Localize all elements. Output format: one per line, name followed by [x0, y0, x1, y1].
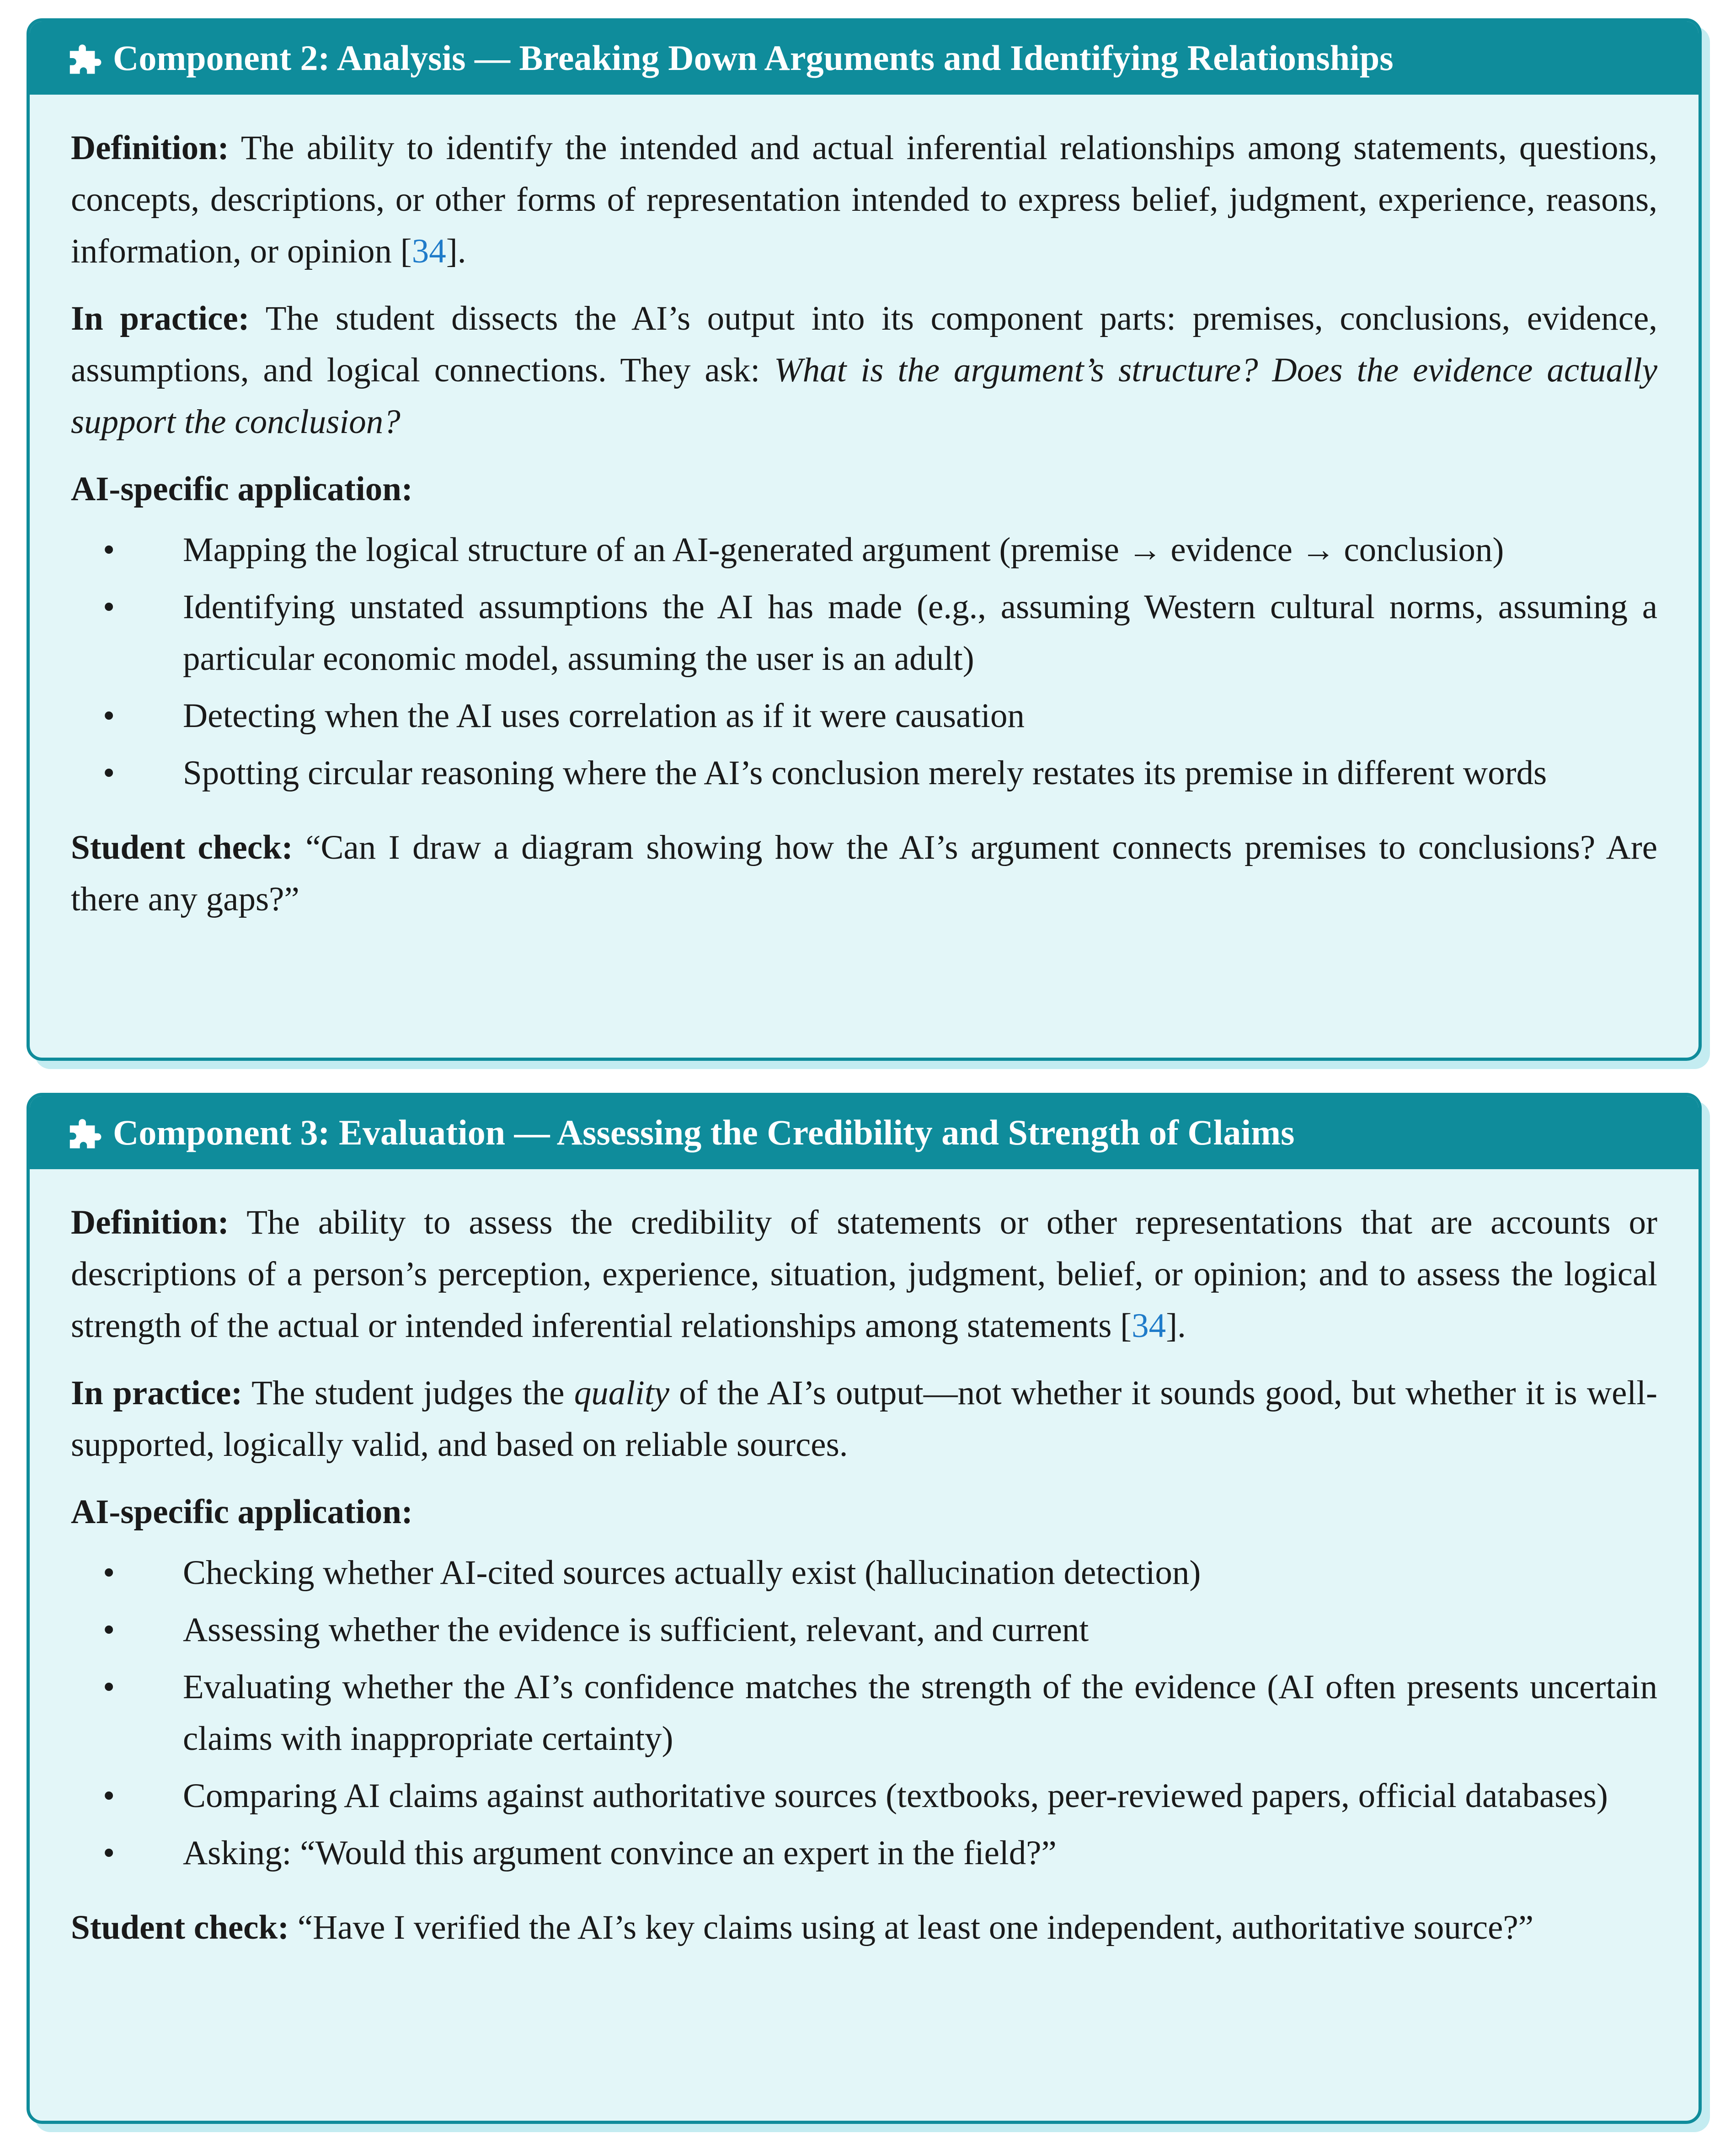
- list-item: [71, 524, 1657, 576]
- list-item: [71, 747, 1657, 799]
- puzzle-piece-icon: [66, 40, 102, 76]
- bullet-icon: •: [103, 1777, 115, 1815]
- student-check-text: “Have I verified the AI’s key claims using at least one independent, authoritative source?”: [297, 1909, 1534, 1946]
- app-heading: AI-specific application:: [71, 1493, 413, 1531]
- list-item: [71, 1661, 1657, 1765]
- list-item-text: Comparing AI claims against authoritative sources (textbooks, peer-reviewed papers, official databases): [183, 1777, 1608, 1815]
- bullet-icon: •: [103, 1668, 115, 1706]
- list-item-text: Spotting circular reasoning where the AI’s conclusion merely restates its premise in different words: [183, 754, 1547, 792]
- practice-paragraph: [71, 293, 1657, 448]
- list-item-text: Checking whether AI-cited sources actually exist (hallucination detection): [183, 1554, 1201, 1592]
- definition-label: Definition:: [71, 1203, 229, 1241]
- practice-italic: quality: [574, 1374, 670, 1412]
- student-check-label: Student check:: [71, 829, 293, 866]
- list-item: [71, 1604, 1657, 1656]
- list-item-text: Evaluating whether the AI’s confidence matches the strength of the evidence (AI often presents uncertain claims with inappropriate certainty): [183, 1668, 1657, 1758]
- definition-paragraph: [71, 122, 1657, 277]
- list-item: [71, 1770, 1657, 1822]
- bullet-icon: •: [103, 697, 115, 735]
- application-list: [71, 1547, 1657, 1879]
- definition-label: Definition:: [71, 129, 229, 167]
- student-check-paragraph: [71, 1902, 1657, 1953]
- definition-end: ].: [1166, 1307, 1186, 1345]
- definition-paragraph: [71, 1197, 1657, 1352]
- bullet-icon: •: [103, 754, 115, 792]
- list-item-text: Mapping the logical structure of an AI-generated argument (premise → evidence → conclusion): [183, 531, 1504, 569]
- bullet-icon: •: [103, 1834, 115, 1872]
- bullet-icon: •: [103, 1554, 115, 1592]
- component-3-body: [30, 1169, 1699, 1953]
- definition-end: ].: [446, 232, 466, 270]
- citation-link[interactable]: 34: [411, 232, 446, 270]
- list-item: [71, 581, 1657, 684]
- practice-paragraph: [71, 1367, 1657, 1471]
- list-item-text: Assessing whether the evidence is sufficient, relevant, and current: [183, 1611, 1089, 1649]
- puzzle-piece-icon: [66, 1115, 102, 1150]
- list-item: [71, 1827, 1657, 1879]
- component-3-header: [30, 1096, 1699, 1169]
- component-2-header: [30, 21, 1699, 95]
- bullet-icon: •: [103, 588, 115, 626]
- list-item: [71, 690, 1657, 742]
- practice-text: The student dissects the AI’s output into its component parts: premises, conclusions, evidence, assumptions, and logical connections. They ask:: [71, 299, 1657, 389]
- app-heading: AI-specific application:: [71, 470, 413, 508]
- practice-text: The student judges the: [251, 1374, 574, 1412]
- application-list: [71, 524, 1657, 799]
- bullet-icon: •: [103, 531, 115, 569]
- component-2-title: Component 2: Analysis — Breaking Down Arguments and Identifying Relationships: [113, 38, 1394, 78]
- list-item-text: Asking: “Would this argument convince an expert in the field?”: [183, 1834, 1057, 1872]
- list-item: [71, 1547, 1657, 1599]
- list-item-text: Identifying unstated assumptions the AI has made (e.g., assuming Western cultural norms, assuming a particular economic model, assuming the user is an adult): [183, 588, 1657, 678]
- bullet-icon: •: [103, 1611, 115, 1649]
- practice-label: In practice:: [71, 1374, 243, 1412]
- student-check-label: Student check:: [71, 1909, 289, 1946]
- practice-end: of the AI’s output—not whether it sounds good, but whether it is well-supported, logically valid, and based on reliable sources.: [71, 1374, 1658, 1464]
- definition-text: The ability to assess the credibility of statements or other representations that are accounts or descriptions of a person’s perception, experience, situation, judgment, belief, or opinion; and to assess the logical strength of the actual or intended inferential relationships among statements [: [71, 1203, 1657, 1345]
- practice-italic: What is the argument’s structure? Does the evidence actually support the conclusion?: [71, 351, 1657, 441]
- component-3-box: [27, 1093, 1702, 2124]
- component-2-body: [30, 95, 1699, 925]
- definition-text: The ability to identify the intended and actual inferential relationships among statements, questions, concepts, descriptions, or other forms of representation intended to express belief, judgment, experience, reasons, information, or opinion [: [71, 129, 1657, 270]
- component-3-title: Component 3: Evaluation — Assessing the Credibility and Strength of Claims: [113, 1112, 1295, 1152]
- list-item-text: Detecting when the AI uses correlation as if it were causation: [183, 697, 1025, 735]
- student-check-text: “Can I draw a diagram showing how the AI’s argument connects premises to conclusions? Are there any gaps?”: [71, 829, 1657, 918]
- practice-label: In practice:: [71, 299, 250, 337]
- student-check-paragraph: [71, 822, 1657, 925]
- component-2-box: [27, 18, 1702, 1061]
- citation-link[interactable]: 34: [1132, 1307, 1166, 1345]
